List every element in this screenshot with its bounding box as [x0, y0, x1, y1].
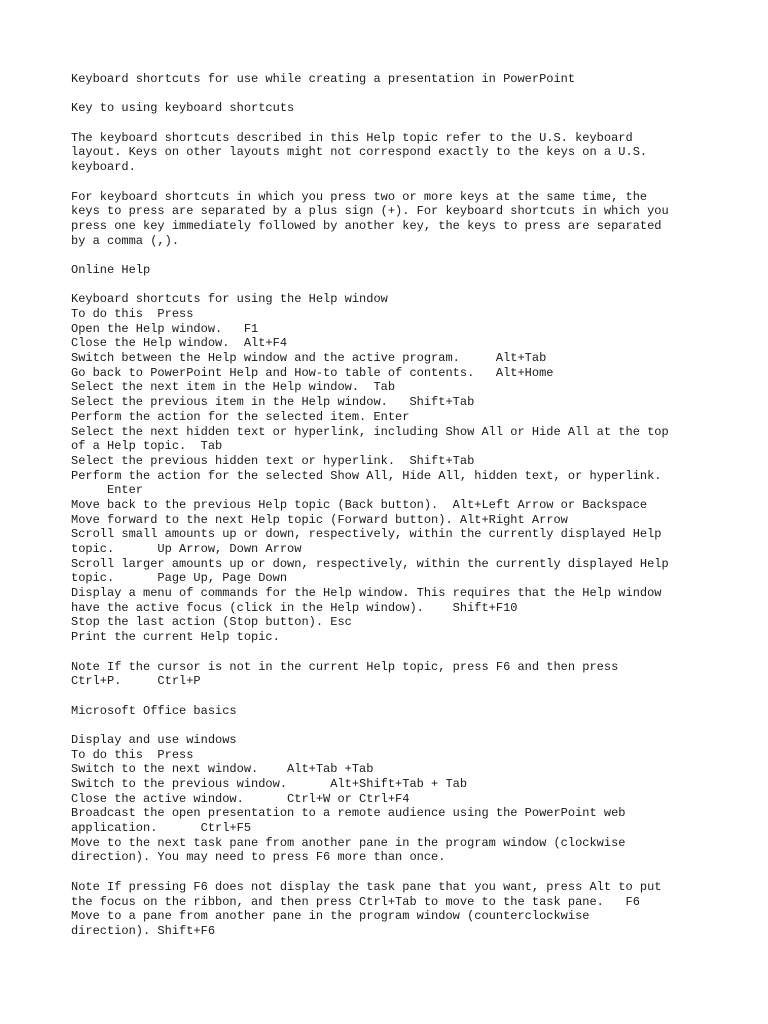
- blank-line: [71, 865, 751, 880]
- text-line: press one key immediately followed by another key, the keys to press are separated: [71, 218, 662, 233]
- shortcut-row: Switch to the previous window. Alt+Shift+Tab + Tab: [71, 777, 468, 791]
- text-line: layout. Keys on other layouts might not correspond exactly to the keys on a U.S.: [71, 145, 648, 160]
- shortcut-row: Move to the next task pane from another pane in the program window (clockwise: [71, 835, 626, 850]
- shortcut-row: Enter: [71, 483, 144, 498]
- section-heading: Microsoft Office basics: [71, 703, 237, 718]
- shortcut-row: Move back to the previous Help topic (Back button). Alt+Left Arrow or Backspace: [71, 497, 648, 512]
- shortcut-row: Close the active window. Ctrl+W or Ctrl+F4: [71, 791, 410, 806]
- document-page: [71, 72, 751, 939]
- shortcut-row: Select the next hidden text or hyperlink, including Show All or Hide All at the top: [71, 424, 669, 439]
- blank-line: [71, 645, 751, 660]
- shortcut-row: Close the Help window. Alt+F4: [71, 336, 288, 351]
- shortcut-row: Move forward to the next Help topic (Forward button). Alt+Right Arrow: [71, 512, 568, 527]
- text-line: The keyboard shortcuts described in this Help topic refer to the U.S. keyboard: [71, 130, 633, 145]
- shortcut-row: Print the current Help topic.: [71, 630, 280, 645]
- table-header: To do this Press: [71, 747, 194, 762]
- shortcut-row: Broadcast the open presentation to a remote audience using the PowerPoint web: [71, 806, 626, 821]
- note-line: Note If the cursor is not in the current Help topic, press F6 and then press: [71, 659, 619, 674]
- shortcut-row: Go back to PowerPoint Help and How-to table of contents. Alt+Home: [71, 365, 554, 380]
- shortcut-row: Select the previous item in the Help window. Shift+Tab: [71, 395, 475, 410]
- shortcut-row: Stop the last action (Stop button). Esc: [71, 615, 352, 630]
- shortcut-row: topic. Up Arrow, Down Arrow: [71, 542, 302, 556]
- section-heading: Online Help: [71, 262, 151, 277]
- text-line: keyboard.: [71, 160, 136, 175]
- shortcut-row: Select the previous hidden text or hyperlink. Shift+Tab: [71, 453, 475, 468]
- text-line: by a comma (,).: [71, 233, 180, 248]
- table-header: To do this Press: [71, 307, 194, 321]
- table-title: Keyboard shortcuts for using the Help window: [71, 292, 388, 307]
- blank-line: [71, 718, 751, 733]
- shortcut-row: Switch between the Help window and the active program. Alt+Tab: [71, 351, 547, 366]
- blank-line: [71, 248, 751, 263]
- blank-line: [71, 87, 751, 102]
- shortcut-row: Move to a pane from another pane in the program window (counterclockwise: [71, 909, 590, 924]
- shortcut-row: of a Help topic. Tab: [71, 439, 223, 454]
- section-heading: Key to using keyboard shortcuts: [71, 101, 295, 116]
- shortcut-row: Open the Help window. F1: [71, 321, 259, 336]
- shortcut-row: Perform the action for the selected Show All, Hide All, hidden text, or hyperlink.: [71, 468, 662, 483]
- table-title: Display and use windows: [71, 732, 237, 747]
- shortcut-row: Display a menu of commands for the Help window. This requires that the Help window: [71, 586, 662, 601]
- blank-line: [71, 278, 751, 293]
- blank-line: [71, 689, 751, 704]
- shortcut-row: Select the next item in the Help window. Tab: [71, 380, 396, 395]
- shortcut-row: Scroll larger amounts up or down, respectively, within the currently displayed Help: [71, 556, 669, 571]
- note-line: Ctrl+P. Ctrl+P: [71, 674, 201, 689]
- shortcut-row: application. Ctrl+F5: [71, 821, 252, 836]
- shortcut-row: direction). You may need to press F6 more than once.: [71, 850, 446, 865]
- note-line: the focus on the ribbon, and then press Ctrl+Tab to move to the task pane. F6: [71, 894, 640, 909]
- shortcut-row: Perform the action for the selected item. Enter: [71, 409, 410, 424]
- text-line: For keyboard shortcuts in which you press two or more keys at the same time, the: [71, 189, 648, 204]
- blank-line: [71, 116, 751, 131]
- blank-line: [71, 175, 751, 190]
- shortcut-row: Scroll small amounts up or down, respectively, within the currently displayed Help: [71, 527, 662, 542]
- shortcut-row: Switch to the next window. Alt+Tab +Tab: [71, 762, 374, 777]
- shortcut-row: have the active focus (click in the Help window). Shift+F10: [71, 600, 518, 615]
- doc-title: Keyboard shortcuts for use while creating a presentation in PowerPoint: [71, 72, 576, 86]
- text-line: keys to press are separated by a plus sign (+). For keyboard shortcuts in which you: [71, 204, 669, 219]
- shortcut-row: topic. Page Up, Page Down: [71, 571, 288, 586]
- note-line: Note If pressing F6 does not display the task pane that you want, press Alt to put: [71, 879, 662, 894]
- shortcut-row: direction). Shift+F6: [71, 923, 216, 938]
